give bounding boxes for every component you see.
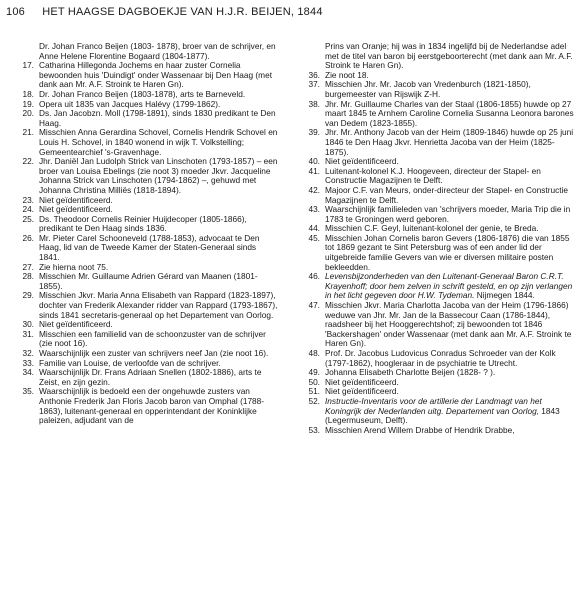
footnote <box>302 272 578 301</box>
footnote <box>16 61 278 90</box>
footnote <box>16 330 278 349</box>
footnote-text: Waarschijnlijk familieleden van 'schrijvers moeder, Maria Trip die in 1783 te Groningen werd geboren. <box>325 204 571 224</box>
footnote-number: 29. <box>22 290 34 301</box>
footnote <box>302 80 578 99</box>
footnote <box>16 215 278 234</box>
footnote <box>16 272 278 291</box>
footnote-number: 20. <box>22 108 34 119</box>
footnote-text: Waarschijnlijk is bedoeld een der ongehuwde zusters van Anthonie Frederik Jan Floris Jacob baron van Omphal (1788-1863), luitenant-generaal en opperintendant der Koninklijke paleizen, adjudant van de <box>39 386 265 426</box>
footnote-number: 45. <box>308 232 320 243</box>
footnote-text: Misschien Mr. Guillaume Adrien Gérard van Maanen (1801-1855). <box>39 271 258 291</box>
footnote <box>302 301 578 349</box>
footnote-number: 37. <box>308 79 320 90</box>
footnote <box>302 167 578 186</box>
page-number: 106 <box>6 6 25 18</box>
footnote-number: 31. <box>22 328 34 339</box>
footnote-number: 26. <box>22 232 34 243</box>
footnote-text: Prof. Dr. Jacobus Ludovicus Conradus Schroeder van der Kolk (1797-1862), hoogleraar in de psychiatrie te Utrecht. <box>325 348 556 368</box>
footnote-number: 39. <box>308 127 320 138</box>
footnote-number: 41. <box>308 165 320 176</box>
footnote-text: Jhr. Daniël Jan Ludolph Strick van Linschoten (1793-1857) – een broer van Louisa Ebelings (zie noot 3) moeder Jkvr. Jacqueline Johanna Strick van Linschoten (1794-1862) –, gehuwd met Johanna Christina Milliës (1818-1894). <box>39 156 278 195</box>
footnote-number: 53. <box>308 424 320 435</box>
footnote-text: Zie noot 18. <box>325 69 369 80</box>
footnote-text: Luitenant-kolonel K.J. Hoogeveen, directeur der Stapel- en Constructie Magazijnen te Delft. <box>325 165 541 186</box>
footnote-text: Ds. Theodoor Cornelis Reinier Huijdecoper (1805-1866), predikant te Den Haag sinds 1836. <box>39 213 247 234</box>
footnote-text: Johanna Elisabeth Charlotte Beijen (1828- ? ). <box>325 367 496 378</box>
footnote-number: 35. <box>22 386 34 397</box>
footnote-number: 50. <box>308 376 320 387</box>
footnote-number: 28. <box>22 271 34 282</box>
footnote-text: Jhr. Mr. Anthony Jacob van der Heim (1809-1846) huwde op 25 juni 1846 te Den Haag Jkvr. Henrietta Jacoba van der Heim (1825-1875). <box>325 127 574 157</box>
footnote-number: 48. <box>308 348 320 358</box>
running-title: HET HAAGSE DAGBOEKJE VAN H.J.R. BEIJEN, 1844 <box>42 6 323 18</box>
footnote-number: 36. <box>308 69 320 80</box>
footnote-text: Niet geïdentificeerd. <box>325 386 399 397</box>
footnote-number: 52. <box>308 395 320 406</box>
footnote <box>16 387 278 425</box>
footnote-text: Prins van Oranje; hij was in 1834 ingelijfd bij de Nederlandse adel met de titel van baron bij eerstgeboorterecht (met dank aan Mr. A.F. Stroink te Haren Gn). <box>325 41 573 71</box>
footnote-number: 23. <box>22 194 34 205</box>
footnote-number: 38. <box>308 98 320 109</box>
footnote-text: Mr. Pieter Carel Schooneveld (1788-1853), advocaat te Den Haag, lid van de Tweede Kamer der Staten-Generaal sinds 1841. <box>39 232 260 263</box>
footnote-number: 24. <box>22 204 34 215</box>
footnote <box>302 128 578 157</box>
footnote-text: Niet geïdentificeerd. <box>39 204 113 215</box>
footnote-number: 18. <box>22 88 34 99</box>
footnote-number: 27. <box>22 261 34 272</box>
footnote <box>302 186 578 205</box>
footnote <box>302 100 578 129</box>
page-header <box>6 6 323 18</box>
footnote <box>302 42 578 71</box>
footnote-number: 49. <box>308 367 320 378</box>
footnote-number: 51. <box>308 386 320 397</box>
footnote-number: 22. <box>22 156 34 167</box>
footnote-number: 47. <box>308 300 320 311</box>
footnote <box>16 157 278 195</box>
footnote-number: 42. <box>308 184 320 195</box>
right-column-notes <box>302 42 578 435</box>
footnote-text: Misschien C.F. Geyl, luitenant-kolonel der genie, te Breda. <box>325 223 539 234</box>
footnote-text: Misschien Jkvr. Maria Anna Elisabeth van Rappard (1823-1897), dochter van Frederik Alexander ridder van Rappard (1793-1867), sinds 1841 secretaris-generaal op het Departement van Oorlog. <box>39 290 278 320</box>
footnote-number: 17. <box>22 60 34 71</box>
footnote-text: Instructie-Inventaris voor de artillerie der Landmagt van het Koningrijk der Nederlanden uitg. Departement van Oorlog, 1843 (Legermuseum, Delft). <box>325 395 560 426</box>
footnote-number: 33. <box>22 357 34 368</box>
footnote-number: 30. <box>22 319 34 330</box>
footnote-number: 21. <box>22 127 34 138</box>
footnote-number: 25. <box>22 213 34 224</box>
footnote <box>302 349 578 368</box>
footnote <box>302 397 578 426</box>
footnote-text: Dr. Johan Franco Beijen (1803- 1878), broer van de schrijver, en Anne Helene Florentine Bogaard (1804-1877). <box>39 41 276 61</box>
footnote <box>302 205 578 224</box>
footnote-text: Misschien Johan Cornelis baron Gevers (1806-1876) die van 1855 tot 1869 gezant te Sint Petersburg was of een ander lid der uitgebreide familie Gevers van wie er diversen militaire posten bekleedden. <box>325 232 570 272</box>
footnote-text: Ds. Jan Jacobzn. Moll (1798-1891), sinds 1830 predikant te Den Haag. <box>39 108 276 128</box>
footnote-number: 19. <box>22 98 34 109</box>
footnote-text: Levensbijzonderheden van den Luitenant-Generaal Baron C.R.T. Krayenhoff; door hem zelven in schrift gesteld, en op zijn verlangen in het licht gegeven door H.W. Tydeman. Nijmegen 1844. <box>325 271 573 301</box>
footnote-number: 40. <box>308 156 320 167</box>
footnote <box>16 109 278 128</box>
footnote-number: 32. <box>22 348 34 358</box>
footnote-text: Niet geïdentificeerd. <box>325 156 399 167</box>
footnote <box>16 42 278 61</box>
footnote-text: Niet geïdentificeerd. <box>39 194 113 205</box>
footnote-text: Misschien Jhr. Mr. Jacob van Vredenburch (1821-1850), burgemeester van Rijswijk Z-H. <box>325 79 531 99</box>
footnote-text: Misschien Arend Willem Drabbe of Hendrik Drabbe, <box>325 424 515 435</box>
footnote-text: Misschien Anna Gerardina Schovel, Cornelis Hendrik Schovel en Louis H. Schovel, in 1840 wonend in wijk T. Volkstelling; Gemeentearchief 's-Gravenhage. <box>39 127 278 157</box>
footnote-text: Dr. Johan Franco Beijen (1803-1878), arts te Barneveld. <box>39 88 246 99</box>
footnote <box>16 128 278 157</box>
footnote-text: Waarschijnlijk een zuster van schrijvers neef Jan (zie noot 16). <box>39 348 269 358</box>
footnote <box>302 426 578 436</box>
footnote-text: Waarschijnlijk Dr. Frans Adriaan Snellen (1802-1886), arts te Zeist, en zijn gezin. <box>39 367 262 387</box>
footnote-text: Misschien Jkvr. Maria Charlotta Jacoba van der Heim (1796-1866) weduwe van Jhr. Mr. Jan de la Bassecour Caan (1786-1844), raadsheer bij het Hooggerechtshof; zij bewoonden tot 1846 'Backershagen' onder Wassenaar (met dank aan Mr. A.F. Stroink te Haren Gn). <box>325 300 572 349</box>
footnote <box>16 234 278 263</box>
footnote-number: 44. <box>308 223 320 234</box>
left-column-notes <box>16 42 278 426</box>
footnote-number: 46. <box>308 271 320 282</box>
footnote <box>16 291 278 320</box>
footnote-number: 43. <box>308 204 320 215</box>
footnote-text: Niet geïdentificeerd. <box>325 376 399 387</box>
footnote <box>16 368 278 387</box>
footnote <box>302 234 578 272</box>
footnote-text: Catharina Hillegonda Jochems en haar zuster Cornelia bewoonden huis 'Duindigt' onder Wassenaar bij Den Haag (met dank aan Mr. A.F. Stroink te Haren Gn). <box>39 60 273 90</box>
footnote-text: Niet geïdentificeerd. <box>39 319 113 330</box>
footnote-number: 34. <box>22 367 34 378</box>
footnote-text: Majoor C.F. van Meurs, onder-directeur der Stapel- en Constructie Magazijnen te Delft. <box>325 184 569 205</box>
footnote-text: Misschien een familielid van de schoonzuster van de schrijver (zie noot 16). <box>39 328 266 349</box>
footnote-text: Zie hierna noot 75. <box>39 261 109 272</box>
footnote-text: Familie van Louise, de verloofde van de schrijver. <box>39 357 221 368</box>
footnote-text: Jhr. Mr. Guillaume Charles van der Staal (1806-1855) huwde op 27 maart 1845 te Arnhem Caroline Cornelia Susanna Leonora barones van Dedem (1823-1855). <box>325 98 574 128</box>
footnote-text: Opera uit 1835 van Jacques Halévy (1799-1862). <box>39 98 221 109</box>
